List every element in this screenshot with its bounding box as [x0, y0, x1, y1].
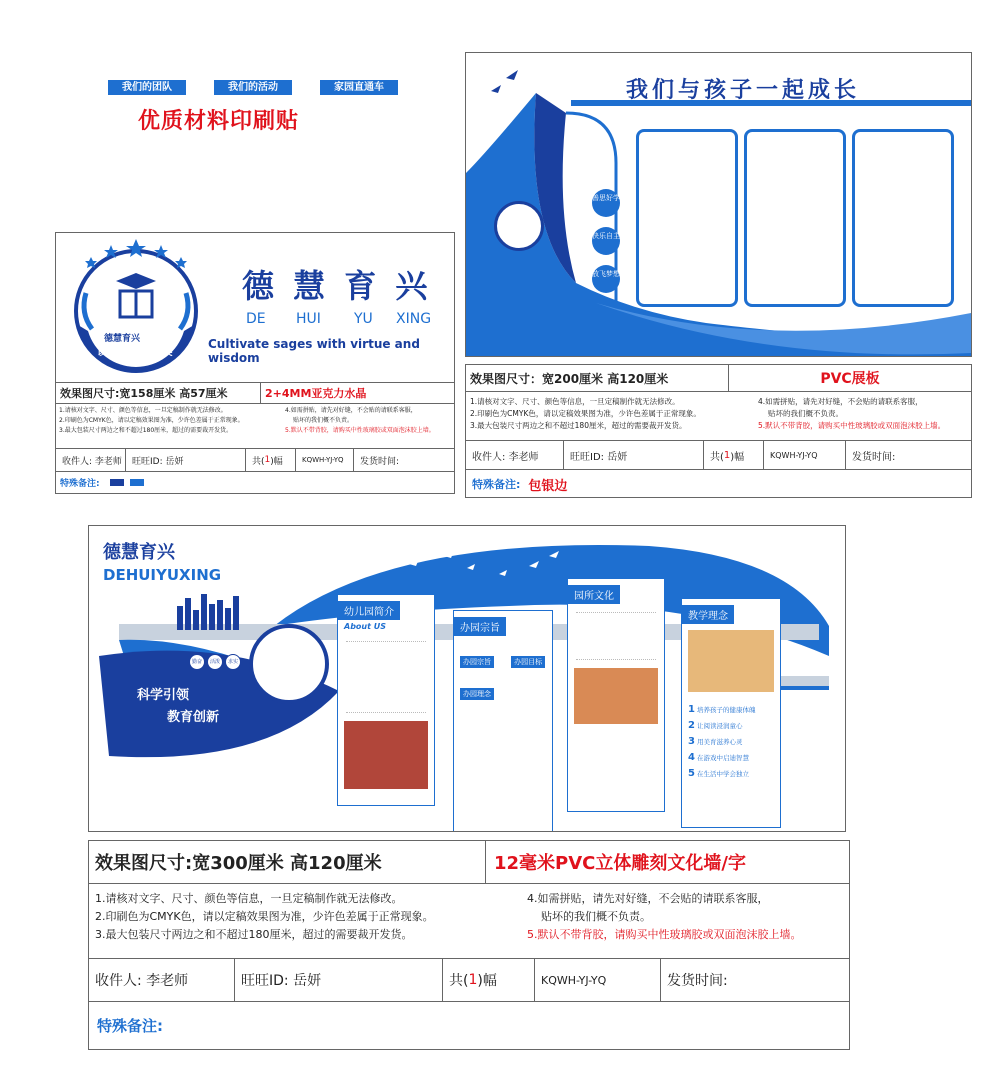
spec1-material: 2+4MM亚克力水晶 — [260, 383, 454, 403]
panel-intro — [337, 594, 435, 806]
headline: 优质材料印刷贴 — [138, 109, 300, 134]
spec1-wangwang: 旺旺ID: 岳妍 — [126, 449, 246, 471]
spec1-remark: 特殊备注: — [60, 479, 100, 489]
spec2-count: 共( 1 )幅 — [704, 441, 764, 469]
remark-swatch-1 — [110, 479, 124, 486]
wall-logo-icon — [249, 624, 329, 704]
spec3-wangwang: 旺旺ID: 岳妍 — [235, 959, 443, 1001]
spec2-note-2: 2.印刷色为CMYK色，请以定稿效果图为准，少许色差属于正常现象。 — [470, 409, 701, 418]
teach-5: 5 在生活中学会独立 — [688, 768, 750, 779]
panel-mission-head: 办园宗旨 — [454, 617, 506, 636]
spec2-receiver: 收件人: 李老师 — [466, 441, 564, 469]
spec2-code: KQWH-YJ-YQ — [764, 441, 846, 469]
logo-badge-icon — [56, 233, 216, 383]
spec3-note-4: 4.如需拼贴，请先对好缝，不会贴的请联系客服， — [527, 892, 769, 905]
panel-culture — [567, 578, 665, 812]
spec1-note-4: 4.如需拼贴，请先对好缝，不会贴的请联系客服， — [285, 407, 417, 414]
circle-2: 快乐自主 — [592, 227, 620, 255]
spec3-material: 12毫米PVC立体雕刻文化墙/字 — [485, 841, 849, 883]
logo-cn: 德 慧 育 兴 — [242, 267, 432, 305]
growth-board — [465, 52, 972, 357]
circle-3: 放飞梦想 — [592, 265, 620, 293]
panel-intro-photo — [344, 721, 428, 789]
circle-1: 善思好学 — [592, 189, 620, 217]
spec2-ship: 发货时间: — [852, 451, 896, 463]
spec2-remark-value: 包银边 — [528, 478, 568, 494]
spec3-note-4b: 贴坏的我们概不负责。 — [541, 910, 651, 923]
badge-text: 德慧育兴 — [104, 334, 141, 344]
spec3-code: KQWH-YJ-YQ — [535, 959, 661, 1001]
tag-activity: 我们的活动 — [214, 80, 292, 95]
panel-intro-head: 幼儿园简介 — [338, 601, 400, 620]
spec2-note-5: 5.默认不带背胶，请购买中性玻璃胶或双面泡沫胶上墙。 — [758, 421, 946, 430]
remark-swatch-2 — [130, 479, 144, 486]
spec1-note-5: 5.默认不带背胶，请购买中性玻璃胶或双面泡沫胶上墙。 — [285, 427, 435, 434]
panel-teaching-photo — [688, 630, 774, 692]
spec1-receiver: 收件人: 李老师 — [56, 449, 126, 471]
photo-frame-2 — [744, 129, 846, 307]
spec3-note-2: 2.印刷色为CMYK色，请以定稿效果图为准，少许色差属于正常现象。 — [95, 910, 434, 923]
spec1-note-1: 1.请核对文字、尺寸、颜色等信息，一旦定稿制作就无法修改。 — [59, 407, 227, 414]
spec2-note-3: 3.最大包装尺寸两边之和不超过180厘米，超过的需要裁开发货。 — [470, 421, 687, 430]
spec3-note-3: 3.最大包装尺寸两边之和不超过180厘米，超过的需要裁开发货。 — [95, 928, 413, 941]
panel-teaching — [681, 598, 781, 828]
spec-table-3 — [88, 840, 850, 1050]
spec2-remark: 特殊备注: — [472, 478, 521, 491]
spec2-note-4: 4.如需拼贴，请先对好缝，不会贴的请联系客服， — [758, 397, 923, 406]
logo-py-4: XING — [396, 311, 432, 327]
spec3-size: 效果图尺寸:宽300厘米 高120厘米 — [95, 853, 382, 874]
board-title: 我们与孩子一起成长 — [626, 78, 861, 103]
logo-py-3: YU — [354, 311, 373, 327]
logo-slogan: Cultivate sages with virtue and wisdom — [208, 337, 420, 365]
spec3-note-5: 5.默认不带背胶，请购买中性玻璃胶或双面泡沫胶上墙。 — [527, 928, 802, 941]
logo-sign — [55, 232, 455, 384]
pill-3: 求实 — [225, 654, 241, 670]
panel-teaching-head: 教学理念 — [682, 605, 734, 624]
pill-2: 活泼 — [207, 654, 223, 670]
panel-culture-text — [576, 612, 656, 660]
panel-intro-sub: About US — [344, 622, 386, 631]
pill-1: 勤奋 — [189, 654, 205, 670]
teach-1: 1 培养孩子的健康体魄 — [688, 704, 756, 715]
spec3-receiver: 收件人: 李老师 — [89, 959, 235, 1001]
spec1-note-3: 3.最大包装尺寸两边之和不超过180厘米，超过的需要裁开发货。 — [59, 427, 233, 434]
spec1-note-4b: 贴坏的我们概不负责。 — [293, 417, 354, 424]
spec1-ship: 发货时间: — [360, 456, 400, 467]
culture-wall — [88, 525, 846, 832]
spec2-note-4b: 贴坏的我们概不负责。 — [768, 409, 843, 418]
panel-culture-photo — [574, 668, 658, 724]
mission-item-1: 办园宗旨 — [460, 656, 494, 668]
wall-brand-cn: 德慧育兴 — [103, 542, 175, 563]
spec3-remark: 特殊备注: — [97, 1016, 163, 1035]
spec-table-2 — [465, 364, 972, 498]
logo-py-1: DE — [246, 311, 266, 327]
spec2-material: PVC展板 — [728, 365, 971, 391]
mission-item-2: 办园目标 — [511, 656, 545, 668]
spec1-code: KQWH-YJ-YQ — [296, 449, 354, 471]
teach-4: 4 在游戏中启迪智慧 — [688, 752, 750, 763]
teach-2: 2 让阅读浸润童心 — [688, 720, 743, 731]
spec2-size: 效果图尺寸：宽200厘米 高120厘米 — [470, 371, 669, 386]
spec3-ship: 发货时间: — [667, 973, 728, 989]
panel-mission — [453, 610, 553, 832]
photo-frame-1 — [636, 129, 738, 307]
spec1-count: 共( 1 )幅 — [246, 449, 296, 471]
wall-slogan-1: 科学引领 — [137, 688, 190, 703]
spec1-size: 效果图尺寸:宽158厘米 高57厘米 — [60, 387, 228, 400]
spec2-wangwang: 旺旺ID: 岳妍 — [564, 441, 704, 469]
spec1-note-2: 2.印刷色为CMYK色，请以定稿效果图为准，少许色差属于正常现象。 — [59, 417, 244, 424]
spec-table-1 — [55, 382, 455, 494]
logo-py-2: HUI — [296, 311, 321, 327]
small-logo-icon — [494, 201, 544, 251]
spec2-note-1: 1.请核对文字、尺寸、颜色等信息，一旦定稿制作就无法修改。 — [470, 397, 680, 406]
spec3-count: 共( 1 )幅 — [443, 959, 535, 1001]
wall-brand-en: DEHUIYUXING — [103, 566, 222, 584]
tag-team: 我们的团队 — [108, 80, 186, 95]
mission-item-3: 办园理念 — [460, 688, 494, 700]
panel-intro-text — [346, 641, 426, 713]
panel-culture-head: 园所文化 — [568, 585, 620, 604]
photo-frame-3 — [852, 129, 954, 307]
tag-home: 家园直通车 — [320, 80, 398, 95]
wall-slogan-2: 教育创新 — [167, 710, 220, 725]
teach-3: 3 用美育滋养心灵 — [688, 736, 743, 747]
spec3-note-1: 1.请核对文字、尺寸、颜色等信息，一旦定稿制作就无法修改。 — [95, 892, 403, 905]
badge-ring-text: 以德养慧 培贤育英 — [97, 348, 173, 358]
